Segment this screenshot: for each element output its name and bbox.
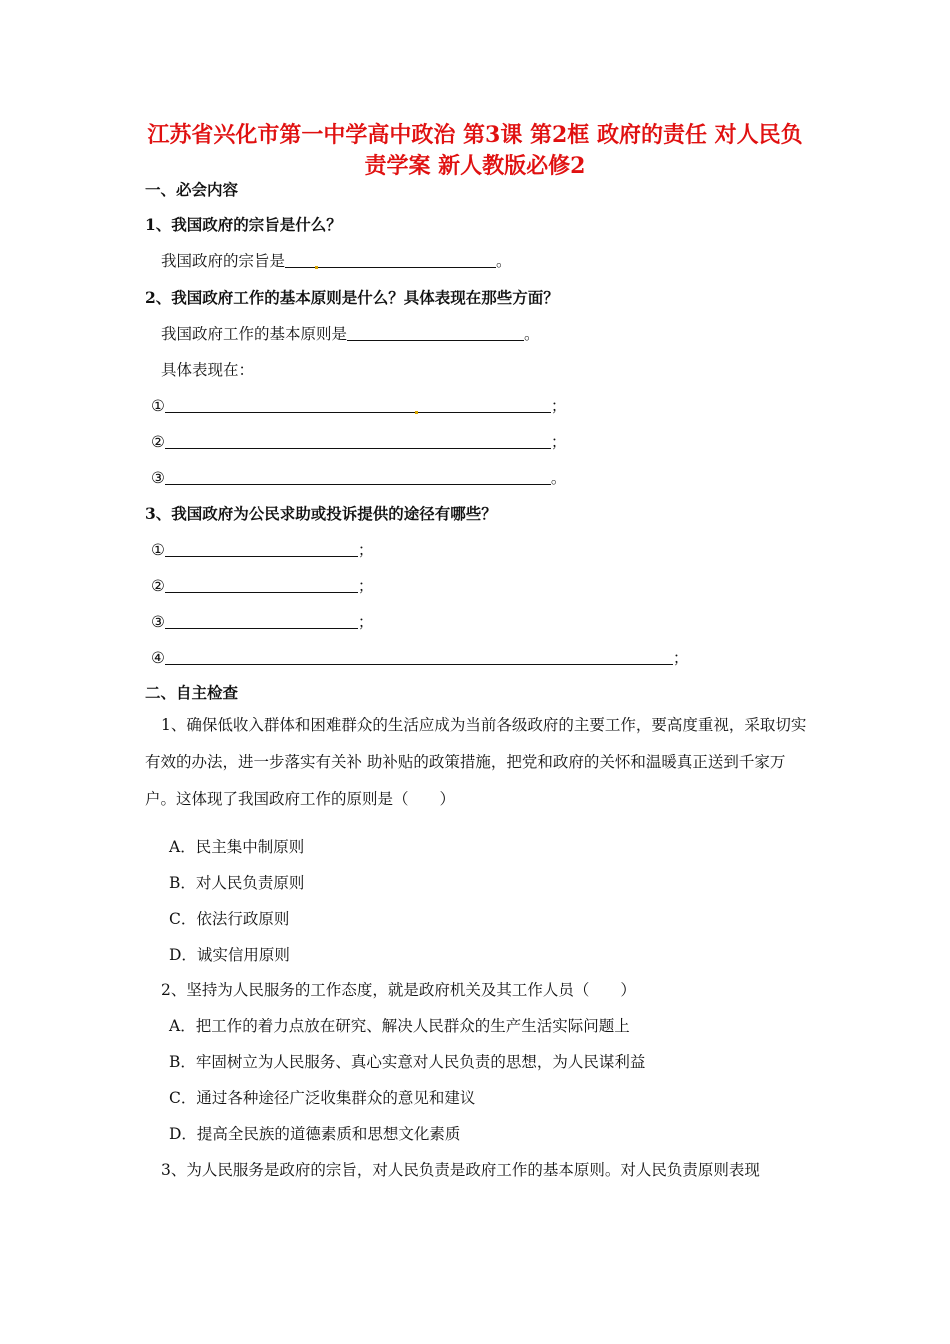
option-a: A．民主集中制原则: [169, 838, 305, 856]
option-a: A．把工作的着力点放在研究、解决人民群众的生产生活实际问题上: [169, 1017, 630, 1035]
item-mark: ①: [151, 541, 165, 559]
answer-2-item-blank[interactable]: [165, 433, 551, 449]
item-end: ；: [672, 649, 689, 667]
answer-3-item: [151, 574, 373, 596]
answer-3-item-blank[interactable]: [165, 613, 358, 629]
section-1-heading: 一、必会内容: [145, 180, 239, 199]
answer-2-prefix: 我国政府工作的基本原则是: [161, 325, 348, 343]
item-mark: ④: [151, 649, 165, 667]
answer-2-item: [151, 394, 566, 416]
item-end: ；: [550, 433, 567, 451]
answer-2-item-blank[interactable]: [165, 469, 551, 485]
answer-2-end: 。: [524, 325, 540, 343]
item-end: ；: [357, 541, 374, 559]
answer-1-blank[interactable]: [285, 252, 496, 268]
item-end: ；: [550, 397, 567, 415]
item-end: ；: [357, 613, 374, 631]
answer-2-item: [151, 466, 566, 488]
item-mark: ③: [151, 469, 165, 487]
question-stem: 2、坚持为人民服务的工作态度，就是政府机关及其工作人员（ ）: [161, 981, 636, 999]
option-c: C．通过各种途径广泛收集群众的意见和建议: [169, 1089, 476, 1107]
answer-2-line: [161, 322, 540, 344]
item-mark: ③: [151, 613, 165, 631]
answer-2-detail-label: 具体表现在：: [161, 361, 255, 379]
answer-3-item-blank[interactable]: [165, 541, 358, 557]
option-b: B．牢固树立为人民服务、真心实意对人民负责的思想，为人民谋利益: [169, 1053, 646, 1071]
option-d: D．提高全民族的道德素质和思想文化素质: [169, 1125, 461, 1143]
answer-3-item: [151, 646, 688, 668]
item-mark: ②: [151, 433, 165, 451]
question-2: 2、我国政府工作的基本原则是什么？具体表现在那些方面？: [145, 288, 559, 307]
answer-1-line: [161, 249, 512, 271]
item-mark: ①: [151, 397, 165, 415]
document-title: 江苏省兴化市第一中学高中政治 第3课 第2框 政府的责任 对人民负责学案 新人教版必修2: [147, 122, 803, 179]
question-stem: 1、确保低收入群体和困难群众的生活应成为当前各级政府的主要工作，要高度重视，采取切实有效的办法，进一步落实有关补 助补贴的政策措施，把党和政府的关怀和温暖真正送到千家万户。这体现了我国政府工作的原则是（ ）: [145, 716, 807, 808]
item-end: 。: [550, 469, 567, 487]
option-b: B．对人民负责原则: [169, 874, 305, 892]
answer-2-blank[interactable]: [347, 325, 524, 341]
question-stem: 3、为人民服务是政府的宗旨，对人民负责是政府工作的基本原则。对人民负责原则表现: [161, 1161, 760, 1179]
answer-3-item-blank[interactable]: [165, 577, 358, 593]
question-3: 3、我国政府为公民求助或投诉提供的途径有哪些？: [145, 504, 497, 523]
answer-3-item: [151, 610, 373, 632]
answer-2-item: [151, 430, 566, 452]
section-2-heading: 二、自主检查: [145, 683, 239, 702]
answer-1-end: 。: [496, 252, 512, 270]
option-c: C．依法行政原则: [169, 910, 290, 928]
answer-1-prefix: 我国政府的宗旨是: [161, 252, 286, 270]
question-1: 1、我国政府的宗旨是什么？: [145, 215, 342, 234]
answer-2-item-blank[interactable]: [165, 397, 551, 413]
option-d: D．诚实信用原则: [169, 946, 290, 964]
item-mark: ②: [151, 577, 165, 595]
answer-3-item-blank[interactable]: [165, 649, 673, 665]
answer-3-item: [151, 538, 373, 560]
item-end: ；: [357, 577, 374, 595]
